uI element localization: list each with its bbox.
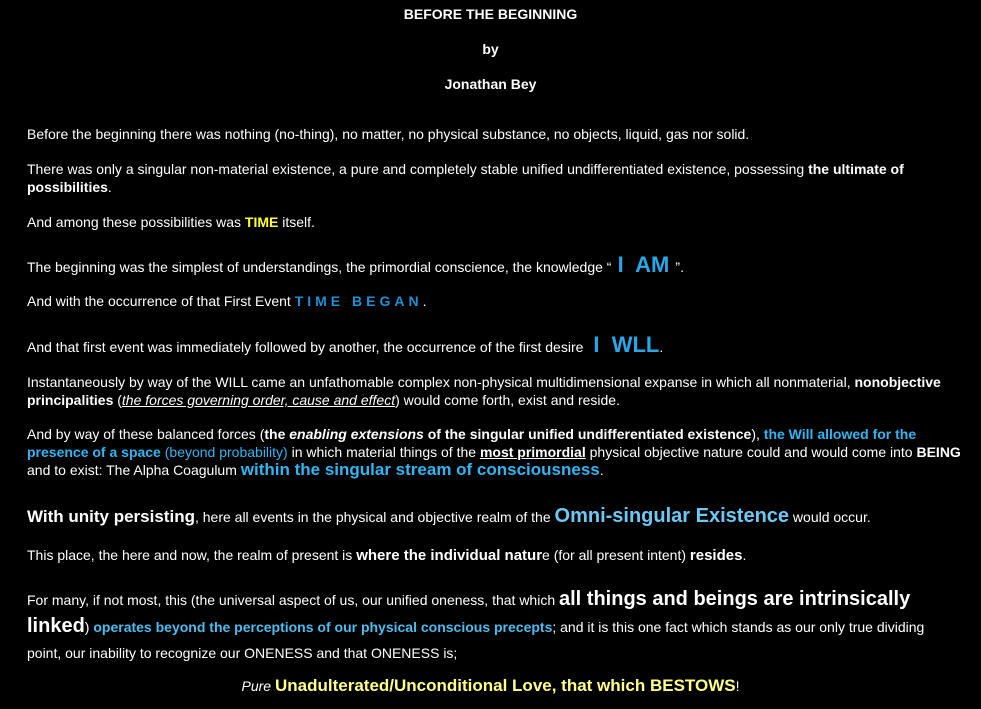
- time-word: TIME: [244, 214, 279, 230]
- p10-pre: This place, the here and now, the realm of present is: [27, 547, 357, 563]
- p6-post: .: [659, 339, 664, 355]
- pure-word: Pure: [241, 678, 272, 694]
- p7-italic: the forces governing order, cause and effect: [121, 392, 396, 408]
- p8-mid2: physical objective nature could and would come into: [585, 444, 917, 460]
- p8-mid: in which material things of the: [287, 444, 480, 460]
- love-text: Unadulterated/Unconditional Love, that which BESTOWS: [274, 676, 736, 695]
- i-will-text: I WLL: [587, 332, 660, 357]
- p8-blue1: the Will allowed for the presence of a space: [27, 426, 917, 460]
- p8-underlined: most primordial: [479, 444, 586, 460]
- p11-blue: operates beyond the perceptions of our physical conscious precepts: [93, 619, 553, 635]
- author-name: Jonathan Bey: [444, 76, 537, 92]
- p2-end: .: [107, 179, 112, 195]
- paragraph-4: [27, 252, 962, 280]
- paragraph-3: [27, 213, 962, 231]
- p6-pre: And that first event was immediately followed by another, the occurrence of the first desire: [27, 339, 588, 355]
- paragraph-6: [27, 332, 962, 360]
- paragraph-2: [27, 160, 962, 196]
- p10-end: .: [742, 547, 747, 563]
- p1-text: Before the beginning there was nothing (no-thing), no matter, no physical substance, no objects, liquid, gas nor solid.: [27, 126, 750, 142]
- p10-b2: resides: [689, 547, 743, 564]
- closing-end: !: [735, 678, 740, 694]
- p8-being: BEING: [916, 444, 961, 460]
- p5-post: .: [422, 293, 427, 309]
- p8-end: .: [599, 462, 604, 478]
- p10-b1: where the individual natur: [356, 547, 543, 564]
- i-am-text: I AM: [611, 252, 676, 277]
- omni-singular-text: Omni-singular Existence: [554, 505, 790, 527]
- p11-big: all things and beings are intrinsically linked: [27, 588, 911, 637]
- time-began-text: TIME BEGAN: [294, 293, 423, 309]
- p8-blue3: within the singular stream of consciousness: [240, 460, 600, 479]
- paragraph-1: [27, 125, 962, 143]
- p10-mid: e (for all present intent): [542, 547, 690, 563]
- p3-pre: And among these possibilities was: [27, 214, 245, 230]
- p8-bold-italic: enabling extensions: [289, 426, 424, 442]
- paragraph-7: [27, 373, 962, 409]
- p11-pre: For many, if not most, this (the universal aspect of us, our unified oneness, that which: [27, 592, 559, 608]
- p9-bold: With unity persisting: [27, 507, 195, 526]
- closing-line: [0, 676, 981, 696]
- p2-bold: the ultimate of possibilities: [27, 161, 904, 195]
- p8-blue2: (beyond probability): [160, 444, 288, 460]
- p4-pre: The beginning was the simplest of understandings, the primordial conscience, the knowledge “: [27, 259, 612, 275]
- p7-paren: (: [113, 392, 122, 408]
- p8-b1: the: [264, 426, 290, 442]
- p5-pre: And with the occurrence of that First Event: [27, 293, 295, 309]
- p9-post: would occur.: [789, 509, 871, 525]
- p7-pre: Instantaneously by way of the WILL came an unfathomable complex non-physical multidimensional expanse in which all nonmaterial,: [27, 374, 855, 390]
- p7-bold: nonobjective principalities: [27, 374, 941, 408]
- p11-post: ; and it is this one fact which stands as our only true dividing point, our inability to recognize our ONENESS and that ONENESS is;: [27, 619, 925, 661]
- paragraph-9: [27, 502, 962, 531]
- p8-b2: of the singular unified undifferentiated existence: [423, 426, 752, 442]
- p8-mid3: and to exist: The Alpha Coagulum: [27, 462, 241, 478]
- paragraph-11: [27, 586, 962, 666]
- page-title: BEFORE THE BEGINNING: [403, 6, 578, 22]
- paragraph-8: [27, 425, 962, 479]
- p8-pre: And by way of these balanced forces (: [27, 426, 265, 442]
- p7-post: ) would come forth, exist and reside.: [395, 392, 620, 408]
- p11-close: ): [84, 619, 94, 635]
- paragraph-5: [27, 292, 962, 310]
- paragraph-10: [27, 545, 962, 566]
- p8-close: ),: [751, 426, 764, 442]
- p2-text: There was only a singular non-material existence, a pure and completely stable unified undifferentiated existence, possessing: [27, 161, 809, 177]
- p3-post: itself.: [278, 214, 315, 230]
- p4-post: ”.: [675, 259, 684, 275]
- p9-pre: , here all events in the physical and objective realm of the: [194, 509, 555, 525]
- byline: by: [482, 41, 499, 57]
